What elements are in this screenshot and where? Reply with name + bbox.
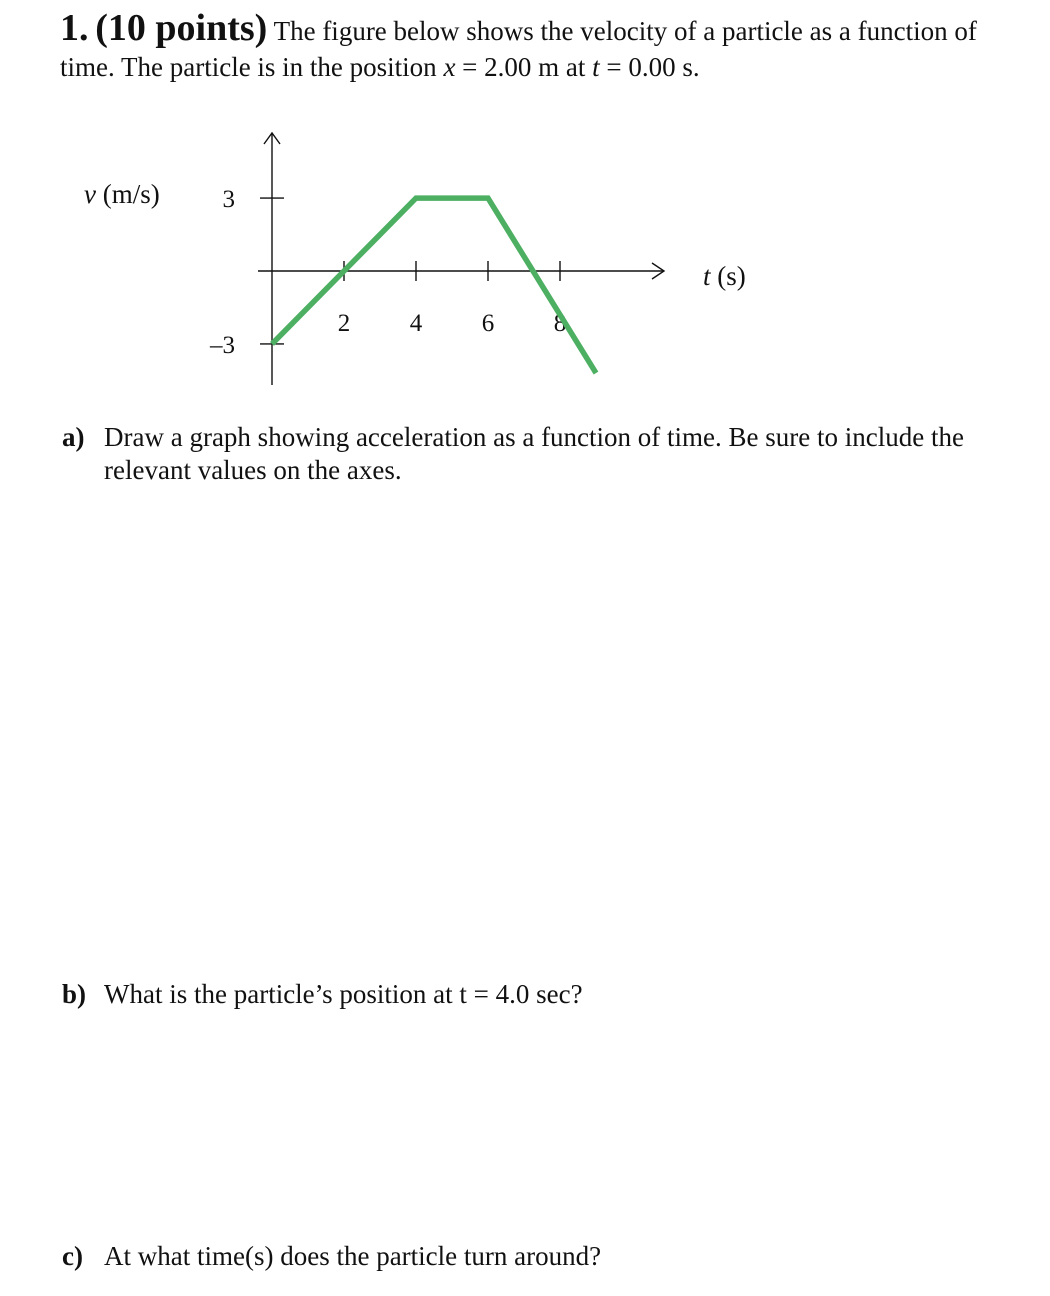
series-line-velocity	[272, 198, 596, 373]
question-intro-line1: The figure below shows the velocity of a particle as a function of	[273, 16, 977, 46]
time-variable: t	[592, 52, 600, 82]
part-b	[62, 978, 1037, 1011]
velocity-time-graph	[0, 0, 1050, 420]
time-value: = 0.00 s.	[599, 52, 700, 82]
graph-series	[272, 198, 596, 373]
part-b-label: b)	[62, 979, 87, 1009]
x-tick-label-2: 6	[481, 310, 495, 337]
question-number: 1.	[60, 7, 89, 49]
part-c-label: c)	[62, 1241, 83, 1271]
part-c-text: At what time(s) does the particle turn around?	[104, 1241, 602, 1271]
part-a-label: a)	[62, 422, 85, 452]
x-axis-title: t (s)	[703, 261, 746, 291]
x-tick-label-3: 8	[553, 310, 567, 337]
x-tick-label-1: 4	[409, 310, 423, 337]
intro-text: time. The particle is in the position	[60, 52, 444, 82]
graph-axes	[258, 133, 664, 385]
part-c	[62, 1240, 1037, 1273]
y-tick-label-1: –3	[210, 331, 235, 359]
position-value: = 2.00 m at	[455, 52, 593, 82]
part-a	[62, 421, 1037, 487]
position-variable: x	[443, 52, 456, 82]
question-points: (10 points)	[95, 7, 268, 49]
part-a-text-line1: Draw a graph showing acceleration as a function of time. Be sure to include the	[104, 422, 964, 452]
y-axis-title: v (m/s)	[84, 179, 160, 209]
graph-labels	[84, 179, 746, 359]
x-tick-label-0: 2	[337, 310, 351, 337]
part-a-text-line2: relevant values on the axes.	[104, 455, 402, 485]
part-b-text: What is the particle’s position at t = 4.0 sec?	[104, 979, 583, 1009]
y-tick-label-0: 3	[222, 186, 235, 214]
